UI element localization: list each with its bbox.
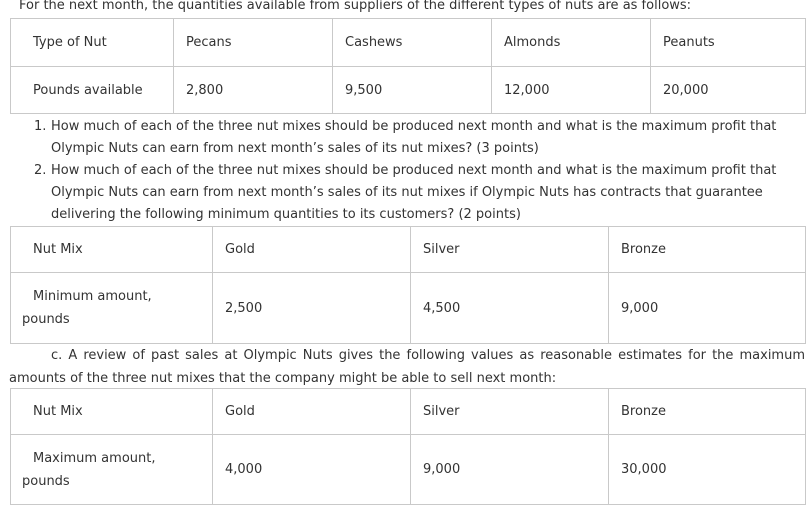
maximum-value-gold: 4,000 [213, 435, 411, 505]
supply-header-type: Type of Nut [11, 19, 174, 67]
part-c-text: c. A review of past sales at Olympic Nuts gives the following values as reasonable estimates for the maximum amounts of the three nut mixes that the company might be able to sell next month: [9, 348, 805, 386]
maximum-value-silver: 9,000 [411, 435, 609, 505]
maximum-row-label: Maximum amount, pounds [11, 435, 213, 505]
supply-data-row [11, 67, 806, 114]
question-number: 1. [34, 119, 47, 134]
supply-header-almonds: Almonds [492, 19, 651, 67]
question-text: How much of each of the three nut mixes should be produced next month and what is the maximum profit that Olympic Nuts can earn from next month’s sales of its nut mixes if Olympic Nuts has contracts that guarantee delivering the following minimum quantities to its customers? (2 points) [51, 163, 777, 222]
maximum-value-bronze: 30,000 [609, 435, 806, 505]
maximum-header-nutmix: Nut Mix [11, 389, 213, 435]
supply-value-pecans: 2,800 [174, 67, 333, 114]
supply-header-peanuts: Peanuts [651, 19, 806, 67]
question-number: 2. [34, 163, 47, 178]
supply-table [10, 18, 806, 114]
minimum-table [10, 226, 806, 344]
minimum-header-bronze: Bronze [609, 227, 806, 273]
supply-row-label: Pounds available [11, 67, 174, 114]
question-item [10, 160, 805, 226]
maximum-table [10, 388, 806, 505]
minimum-value-bronze: 9,000 [609, 273, 806, 344]
intro-text: For the next month, the quantities available from suppliers of the different types of nuts are as follows: [19, 0, 692, 13]
supply-value-peanuts: 20,000 [651, 67, 806, 114]
maximum-header-gold: Gold [213, 389, 411, 435]
minimum-value-silver: 4,500 [411, 273, 609, 344]
supply-header-pecans: Pecans [174, 19, 333, 67]
minimum-data-row [11, 273, 806, 344]
part-c-paragraph [9, 344, 805, 390]
question-item [10, 116, 805, 160]
question-text: How much of each of the three nut mixes should be produced next month and what is the maximum profit that Olympic Nuts can earn from next month’s sales of its nut mixes? (3 points) [51, 119, 777, 156]
minimum-header-gold: Gold [213, 227, 411, 273]
maximum-data-row [11, 435, 806, 505]
supply-value-almonds: 12,000 [492, 67, 651, 114]
supply-header-row [11, 19, 806, 67]
supply-value-cashews: 9,500 [333, 67, 492, 114]
maximum-header-row [11, 389, 806, 435]
minimum-row-label: Minimum amount, pounds [11, 273, 213, 344]
minimum-value-gold: 2,500 [213, 273, 411, 344]
minimum-header-nutmix: Nut Mix [11, 227, 213, 273]
maximum-header-silver: Silver [411, 389, 609, 435]
question-list [10, 116, 805, 226]
minimum-header-row [11, 227, 806, 273]
supply-header-cashews: Cashews [333, 19, 492, 67]
minimum-header-silver: Silver [411, 227, 609, 273]
maximum-header-bronze: Bronze [609, 389, 806, 435]
